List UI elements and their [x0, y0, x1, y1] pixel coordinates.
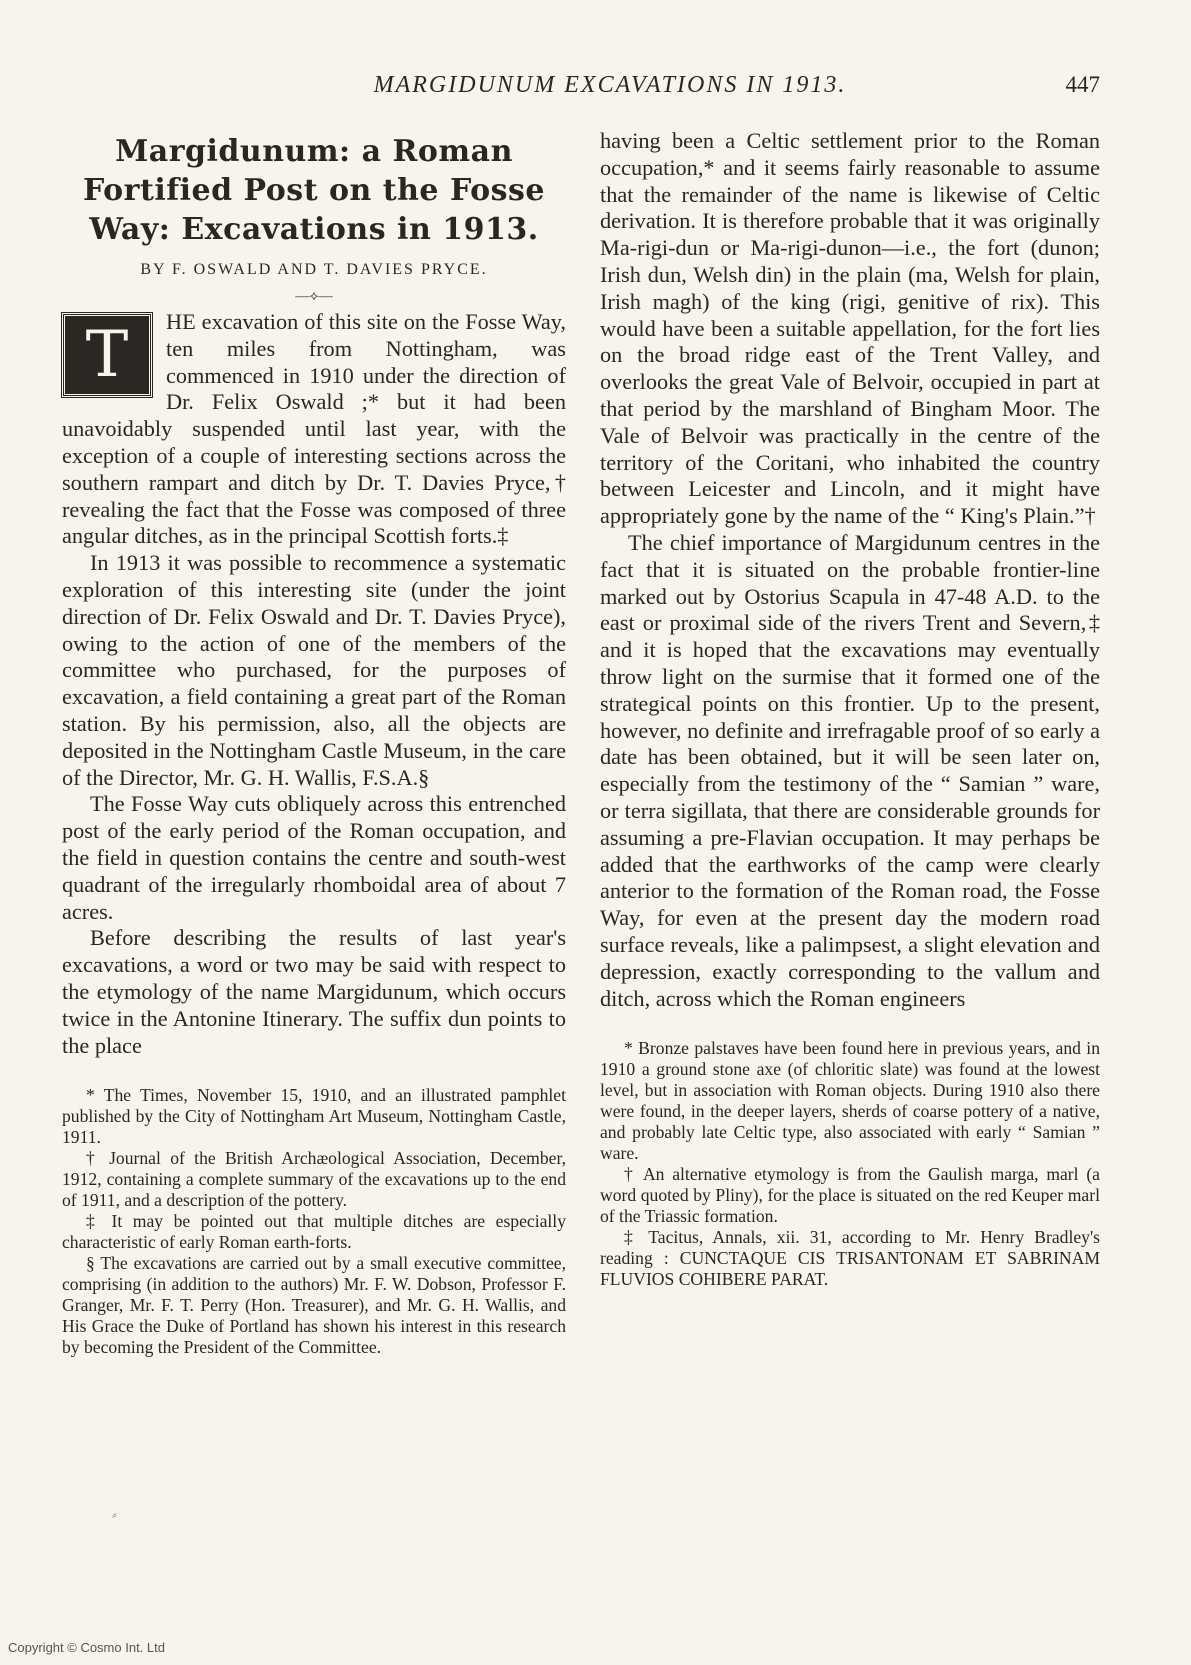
paragraph-3: The Fosse Way cuts obliquely across this entrenched post of the early period of the Roman occupation, and the field in question contains the centre and south-west quadrant of the irregularly rhomboidal area of about 7 acres.: [62, 791, 566, 924]
footnote: ‡ Tacitus, Annals, xii. 31, according to Mr. Henry Bradley's reading : CUNCTAQUE CIS TRISANTONAM ET SABRINAM FLUVIOS COHIBERE PARAT.: [600, 1227, 1100, 1290]
footnotes-right: [600, 1038, 1100, 1290]
article-title: Margidunum: a Roman Fortified Post on the Fosse Way: Excavations in 1913.: [83, 134, 545, 247]
right-column: [600, 128, 1100, 1290]
page-number: 447: [1065, 72, 1100, 97]
footnote: ‡ It may be pointed out that multiple ditches are especially characteristic of early Roman earth-forts.: [62, 1211, 566, 1253]
paragraph-6: The chief importance of Margidunum centres in the fact that it is situated on the probable frontier-line marked out by Ostorius Scapula in 47-48 A.D. to the east or proximal side of the rivers Trent and Severn,‡ and it is hoped that the excavations may eventually throw light on the surmise that it formed one of the strategical points on this frontier. Up to the present, however, no definite and irrefragable proof of so early a date has been obtained, but it will be seen later on, especially from the testimony of the “ Samian ” ware, or terra sigillata, that there are considerable grounds for assuming a pre-Flavian occupation. It may perhaps be added that the earthworks of the camp were clearly anterior to the formation of the Roman road, the Fosse Way, for even at the present day the modern road surface reveals, like a palimpsest, a slight elevation and depression, exactly corresponding to the vallum and ditch, across which the Roman engineers: [600, 529, 1100, 1011]
footnote: § The excavations are carried out by a small executive committee, comprising (in addition to the authors) Mr. F. W. Dobson, Professor F. Granger, Mr. F. T. Perry (Hon. Treasurer), and Mr. G. H. Wallis, and His Grace the Duke of Portland has shown his interest in this research by becoming the President of the Committee.: [62, 1253, 566, 1358]
copyright-watermark: Copyright © Cosmo Int. Ltd: [8, 1640, 165, 1655]
left-column: [62, 128, 566, 1358]
footnote: † An alternative etymology is from the Gaulish marga, marl (a word quoted by Pliny), for the place is situated on the red Keuper marl of the Triassic formation.: [600, 1164, 1100, 1227]
byline: BY F. OSWALD AND T. DAVIES PRYCE.: [140, 261, 488, 278]
stray-mark: ⸗: [112, 1508, 117, 1523]
paragraph-1: [62, 309, 566, 550]
footnote: * The Times, November 15, 1910, and an illustrated pamphlet published by the City of Nottingham Art Museum, Nottingham Castle, 1911.: [62, 1085, 566, 1148]
footnote: * Bronze palstaves have been found here in previous years, and in 1910 a ground stone axe (of chloritic slate) was found at the lowest level, but in association with Roman objects. During 1910 also there were found, in the deeper layers, sherds of coarse pottery of a native, and probably late Celtic type, also associated with early “ Samian ” ware.: [600, 1038, 1100, 1164]
dropcap-letter: T: [62, 313, 152, 397]
paragraph-2: In 1913 it was possible to recommence a systematic exploration of this interesting site (under the joint direction of Dr. Felix Oswald and Dr. T. Davies Pryce), owing to the action of one of the members of the committee who purchased, for the purposes of excavation, a field containing a great part of the Roman station. By his permission, also, all the objects are deposited in the Nottingham Castle Museum, in the care of the Director, Mr. G. H. Wallis, F.S.A.§: [62, 550, 566, 790]
paragraph-4: Before describing the results of last year's excavations, a word or two may be said with respect to the etymology of the name Margidunum, which occurs twice in the Antonine Itinerary. The suffix dun points to the place: [62, 925, 566, 1058]
footnotes-left: [62, 1085, 566, 1358]
paragraph-1-text: HE excavation of this site on the Fosse Way, ten miles from Nottingham, was commenced in 1910 under the direction of Dr. Felix Oswald ;* but it had been unavoidably suspended until last year, with the exception of a couple of interesting sections across the southern rampart and ditch by Dr. T. Davies Pryce,† revealing the fact that the Fosse was composed of three angular ditches, as in the principal Scottish forts.‡: [62, 309, 566, 549]
footnote: † Journal of the British Archæological Association, December, 1912, containing a complete summary of the excavations up to the end of 1911, and a description of the pottery.: [62, 1148, 566, 1211]
running-title: MARGIDUNUM EXCAVATIONS IN 1913.: [373, 72, 847, 98]
page-header: [60, 72, 1100, 112]
paragraph-5: having been a Celtic settlement prior to the Roman occupation,* and it seems fairly reasonable to assume that the remainder of the name is likewise of Celtic derivation. It is therefore probable that it was originally Ma-rigi-dun or Ma-rigi-dunon—i.e., the fort (dunon; Irish dun, Welsh din) in the plain (ma, Welsh for plain, Irish magh) of the king (rigi, genitive of rix). This would have been a suitable appellation, for the fort lies on the broad ridge east of the Trent Valley, and overlooks the great Vale of Belvoir, occupied in part at that period by the marshland of Bingham Moor. The Vale of Belvoir was practically in the centre of the territory of the Coritani, who inhabited the country between Leicester and Lincoln, and it might have appropriately gone by the name of the “ King's Plain.”†: [600, 128, 1100, 529]
ornament-divider: —⟡—: [295, 289, 333, 304]
